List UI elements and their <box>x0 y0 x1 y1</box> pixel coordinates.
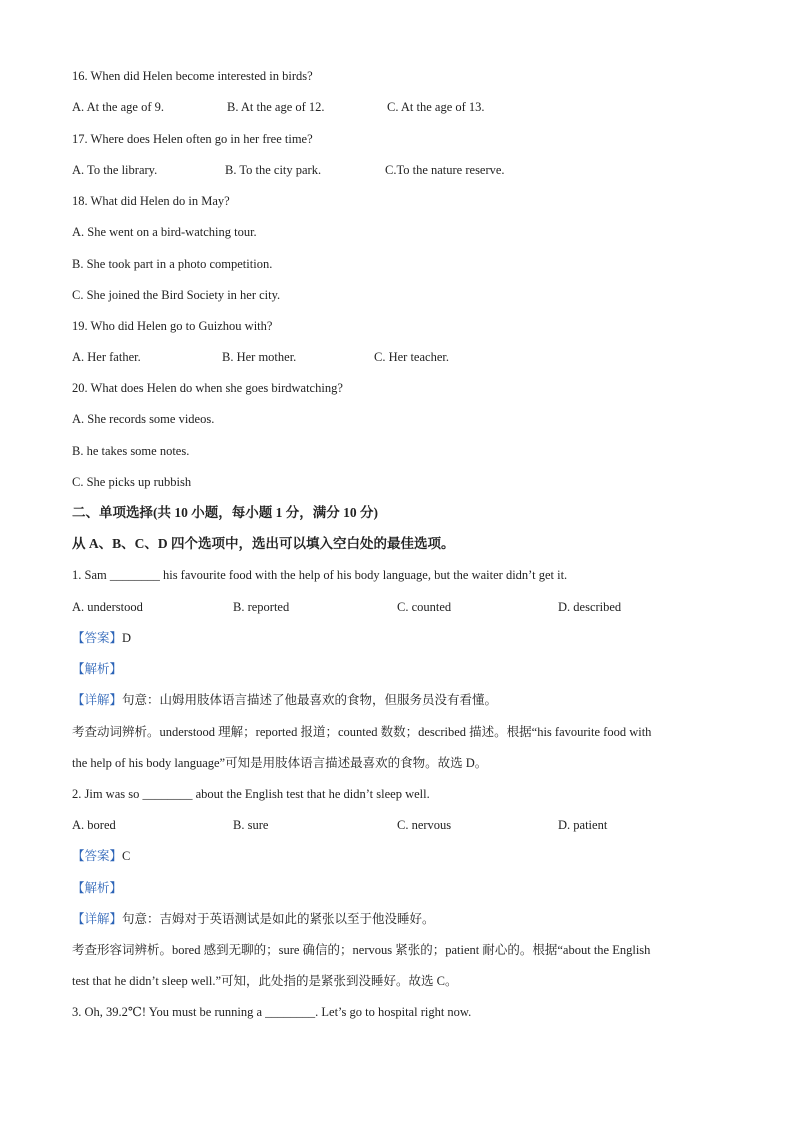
question-19: 19. Who did Helen go to Guizhou with? <box>72 319 273 333</box>
question-17: 17. Where does Helen often go in her free time? <box>72 132 313 146</box>
question-18: 18. What did Helen do in May? <box>72 194 230 208</box>
option-d: D. patient <box>558 818 608 832</box>
detail-text: 句意：吉姆对于英语测试是如此的紧张以至于他没睡好。 <box>122 912 435 926</box>
question-16: 16. When did Helen become interested in birds? <box>72 69 313 83</box>
explanation-line: test that he didn’t sleep well.”可知，此处指的是紧张到没睡好。故选 C。 <box>72 974 458 988</box>
option-c: C. counted <box>397 600 452 614</box>
analysis-label <box>72 661 122 677</box>
option-a: A. understood <box>72 600 143 614</box>
question-1-options <box>72 599 732 615</box>
explanation-line: 考查形容词辨析。bored 感到无聊的；sure 确信的；nervous 紧张的；patient 耐心的。根据“about the English <box>72 943 651 957</box>
explanation-line: 考查动词辨析。understood 理解；reported 报道；counted 数数；described 描述。根据“his favourite food with <box>72 725 652 739</box>
answer-row <box>72 848 130 864</box>
option-b: B. sure <box>233 818 269 832</box>
option-b: B. At the age of 12. <box>227 100 325 114</box>
option-c: C.To the nature reserve. <box>385 163 505 177</box>
option-d: D. described <box>558 600 622 614</box>
section-instruction: 从 A、B、C、D 四个选项中，选出可以填入空白处的最佳选项。 <box>72 536 455 551</box>
option-a: A. At the age of 9. <box>72 100 164 114</box>
explanation-line: the help of his body language”可知是用肢体语言描述最喜欢的食物。故选 D。 <box>72 756 488 770</box>
question-1: 1. Sam ________ his favourite food with the help of his body language, but the waiter didn’t get it. <box>72 568 568 582</box>
detail-row <box>72 692 497 708</box>
detail-row <box>72 911 435 927</box>
option-a: A. She records some videos. <box>72 412 215 426</box>
answer-label: 【答案】 <box>72 631 123 645</box>
option-b: B. To the city park. <box>225 163 322 177</box>
question-20: 20. What does Helen do when she goes birdwatching? <box>72 381 343 395</box>
option-c: C. Her teacher. <box>374 350 449 364</box>
detail-label: 【详解】 <box>72 912 123 926</box>
option-a: A. She went on a bird-watching tour. <box>72 225 257 239</box>
answer-value: D <box>122 631 132 645</box>
option-b: B. Her mother. <box>222 350 297 364</box>
option-c: C. She joined the Bird Society in her city. <box>72 288 281 302</box>
section-heading: 二、单项选择(共 10 小题，每小题 1 分，满分 10 分) <box>72 505 378 520</box>
option-a: A. Her father. <box>72 350 141 364</box>
question-19-options <box>72 349 732 365</box>
question-2: 2. Jim was so ________ about the English test that he didn’t sleep well. <box>72 787 430 801</box>
question-2-options <box>72 817 732 833</box>
analysis-label-text: 【解析】 <box>72 881 123 895</box>
detail-text: 句意：山姆用肢体语言描述了他最喜欢的食物，但服务员没有看懂。 <box>122 693 498 707</box>
option-b: B. reported <box>233 600 290 614</box>
option-b: B. She took part in a photo competition. <box>72 257 273 271</box>
analysis-label-text: 【解析】 <box>72 662 123 676</box>
option-b: B. he takes some notes. <box>72 444 190 458</box>
question-16-options <box>72 99 732 115</box>
analysis-label <box>72 880 122 896</box>
question-3: 3. Oh, 39.2℃! You must be running a ________. Let’s go to hospital right now. <box>72 1005 472 1019</box>
option-c: C. nervous <box>397 818 452 832</box>
answer-label: 【答案】 <box>72 849 123 863</box>
option-c: C. She picks up rubbish <box>72 475 192 489</box>
detail-label: 【详解】 <box>72 693 123 707</box>
question-17-options <box>72 162 732 178</box>
answer-row <box>72 630 131 646</box>
option-c: C. At the age of 13. <box>387 100 485 114</box>
option-a: A. bored <box>72 818 116 832</box>
answer-value: C <box>122 849 131 863</box>
option-a: A. To the library. <box>72 163 158 177</box>
